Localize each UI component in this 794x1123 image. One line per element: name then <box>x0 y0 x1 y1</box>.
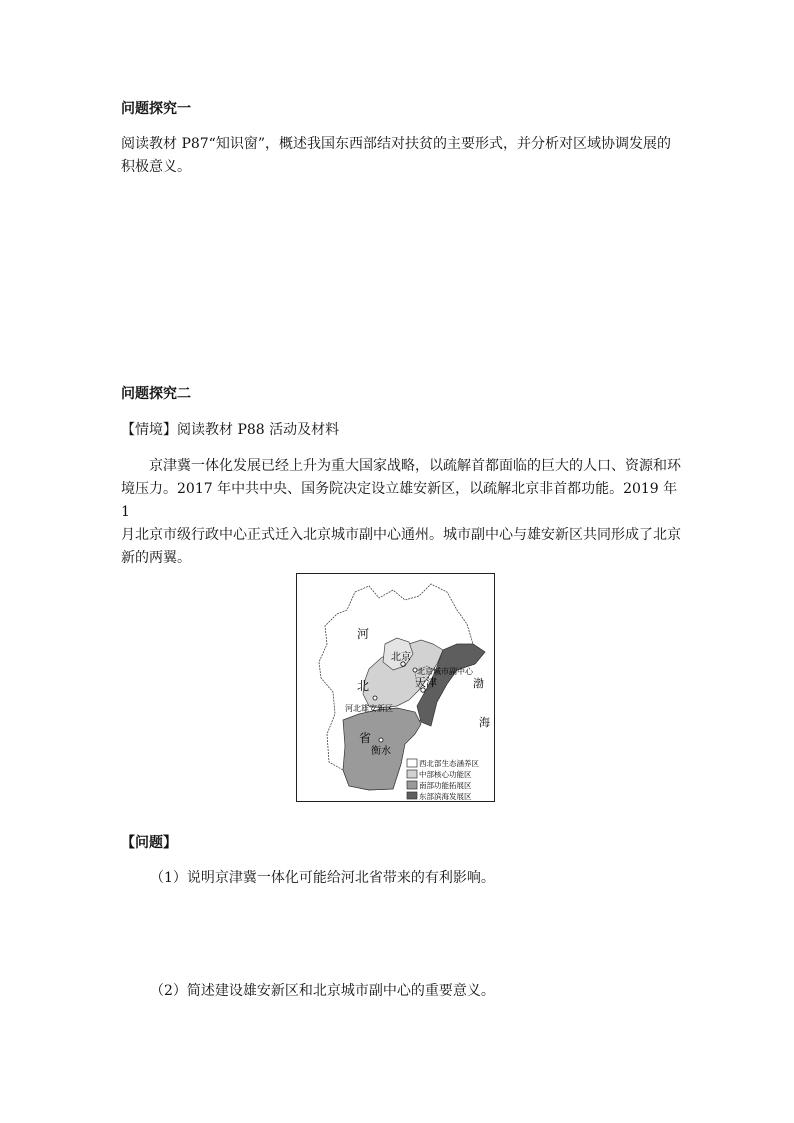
paragraph-line4: 新的两翼。 <box>121 550 191 566</box>
questions-label: 【问题】 <box>121 835 177 851</box>
paragraph-line3: 月北京市级行政中心正式迁入北京城市副中心通州。城市副中心与雄安新区共同形成了北京 <box>121 527 681 543</box>
label-sheng: 省 <box>359 731 372 745</box>
label-bo: 渤 <box>473 677 484 690</box>
section1-body <box>121 133 681 179</box>
label-hai: 海 <box>479 716 490 729</box>
label-bei: 北 <box>357 679 370 693</box>
section1-line2: 积极意义。 <box>121 159 191 175</box>
label-beijing-sub: 北京城市副中心 <box>417 667 473 676</box>
label-beijing: 北京 <box>391 652 411 663</box>
label-he: 河 <box>357 627 370 641</box>
legend-label-0: 西北部生态涵养区 <box>419 759 479 768</box>
legend-swatch-2 <box>407 781 417 789</box>
label-hengshui: 衡水 <box>371 746 391 757</box>
legend-swatch-0 <box>407 759 417 767</box>
label-xiongan: 河北雄安新区 <box>345 704 393 713</box>
legend-label-2: 南部功能拓展区 <box>419 781 472 790</box>
map-legend <box>407 758 479 801</box>
legend-label-1: 中部核心功能区 <box>419 770 472 779</box>
jingjinji-map <box>296 573 495 802</box>
xiongan-marker <box>373 696 377 700</box>
paragraph-line1: 京津冀一体化发展已经上升为重大国家战略，以疏解首都面临的巨大的人口、资源和环 <box>149 458 681 474</box>
section2-title: 问题探究二 <box>121 386 191 402</box>
legend-swatch-3 <box>407 792 417 799</box>
paragraph-line2: 境压力。2017 年中共中央、国务院决定设立雄安新区，以疏解北京非首都功能。2019 年 1 <box>121 481 678 520</box>
scenario-paragraph <box>121 455 681 570</box>
map-svg <box>297 574 494 801</box>
section1-title: 问题探究一 <box>121 101 191 117</box>
section1-line1: 阅读教材 P87“知识窗”，概述我国东西部结对扶贫的主要形式，并分析对区域协调发展的 <box>121 136 671 152</box>
question-1: （1）说明京津冀一体化可能给河北省带来的有利影响。 <box>150 870 495 886</box>
question-2: （2）简述建设雄安新区和北京城市副中心的重要意义。 <box>150 983 495 999</box>
legend-label-3: 东部滨海发展区 <box>419 792 472 801</box>
hengshui-marker <box>379 738 383 742</box>
legend-swatch-1 <box>407 770 417 778</box>
scenario-label: 【情境】阅读教材 P88 活动及材料 <box>121 422 340 438</box>
label-tianjin: 天津 <box>415 676 437 689</box>
